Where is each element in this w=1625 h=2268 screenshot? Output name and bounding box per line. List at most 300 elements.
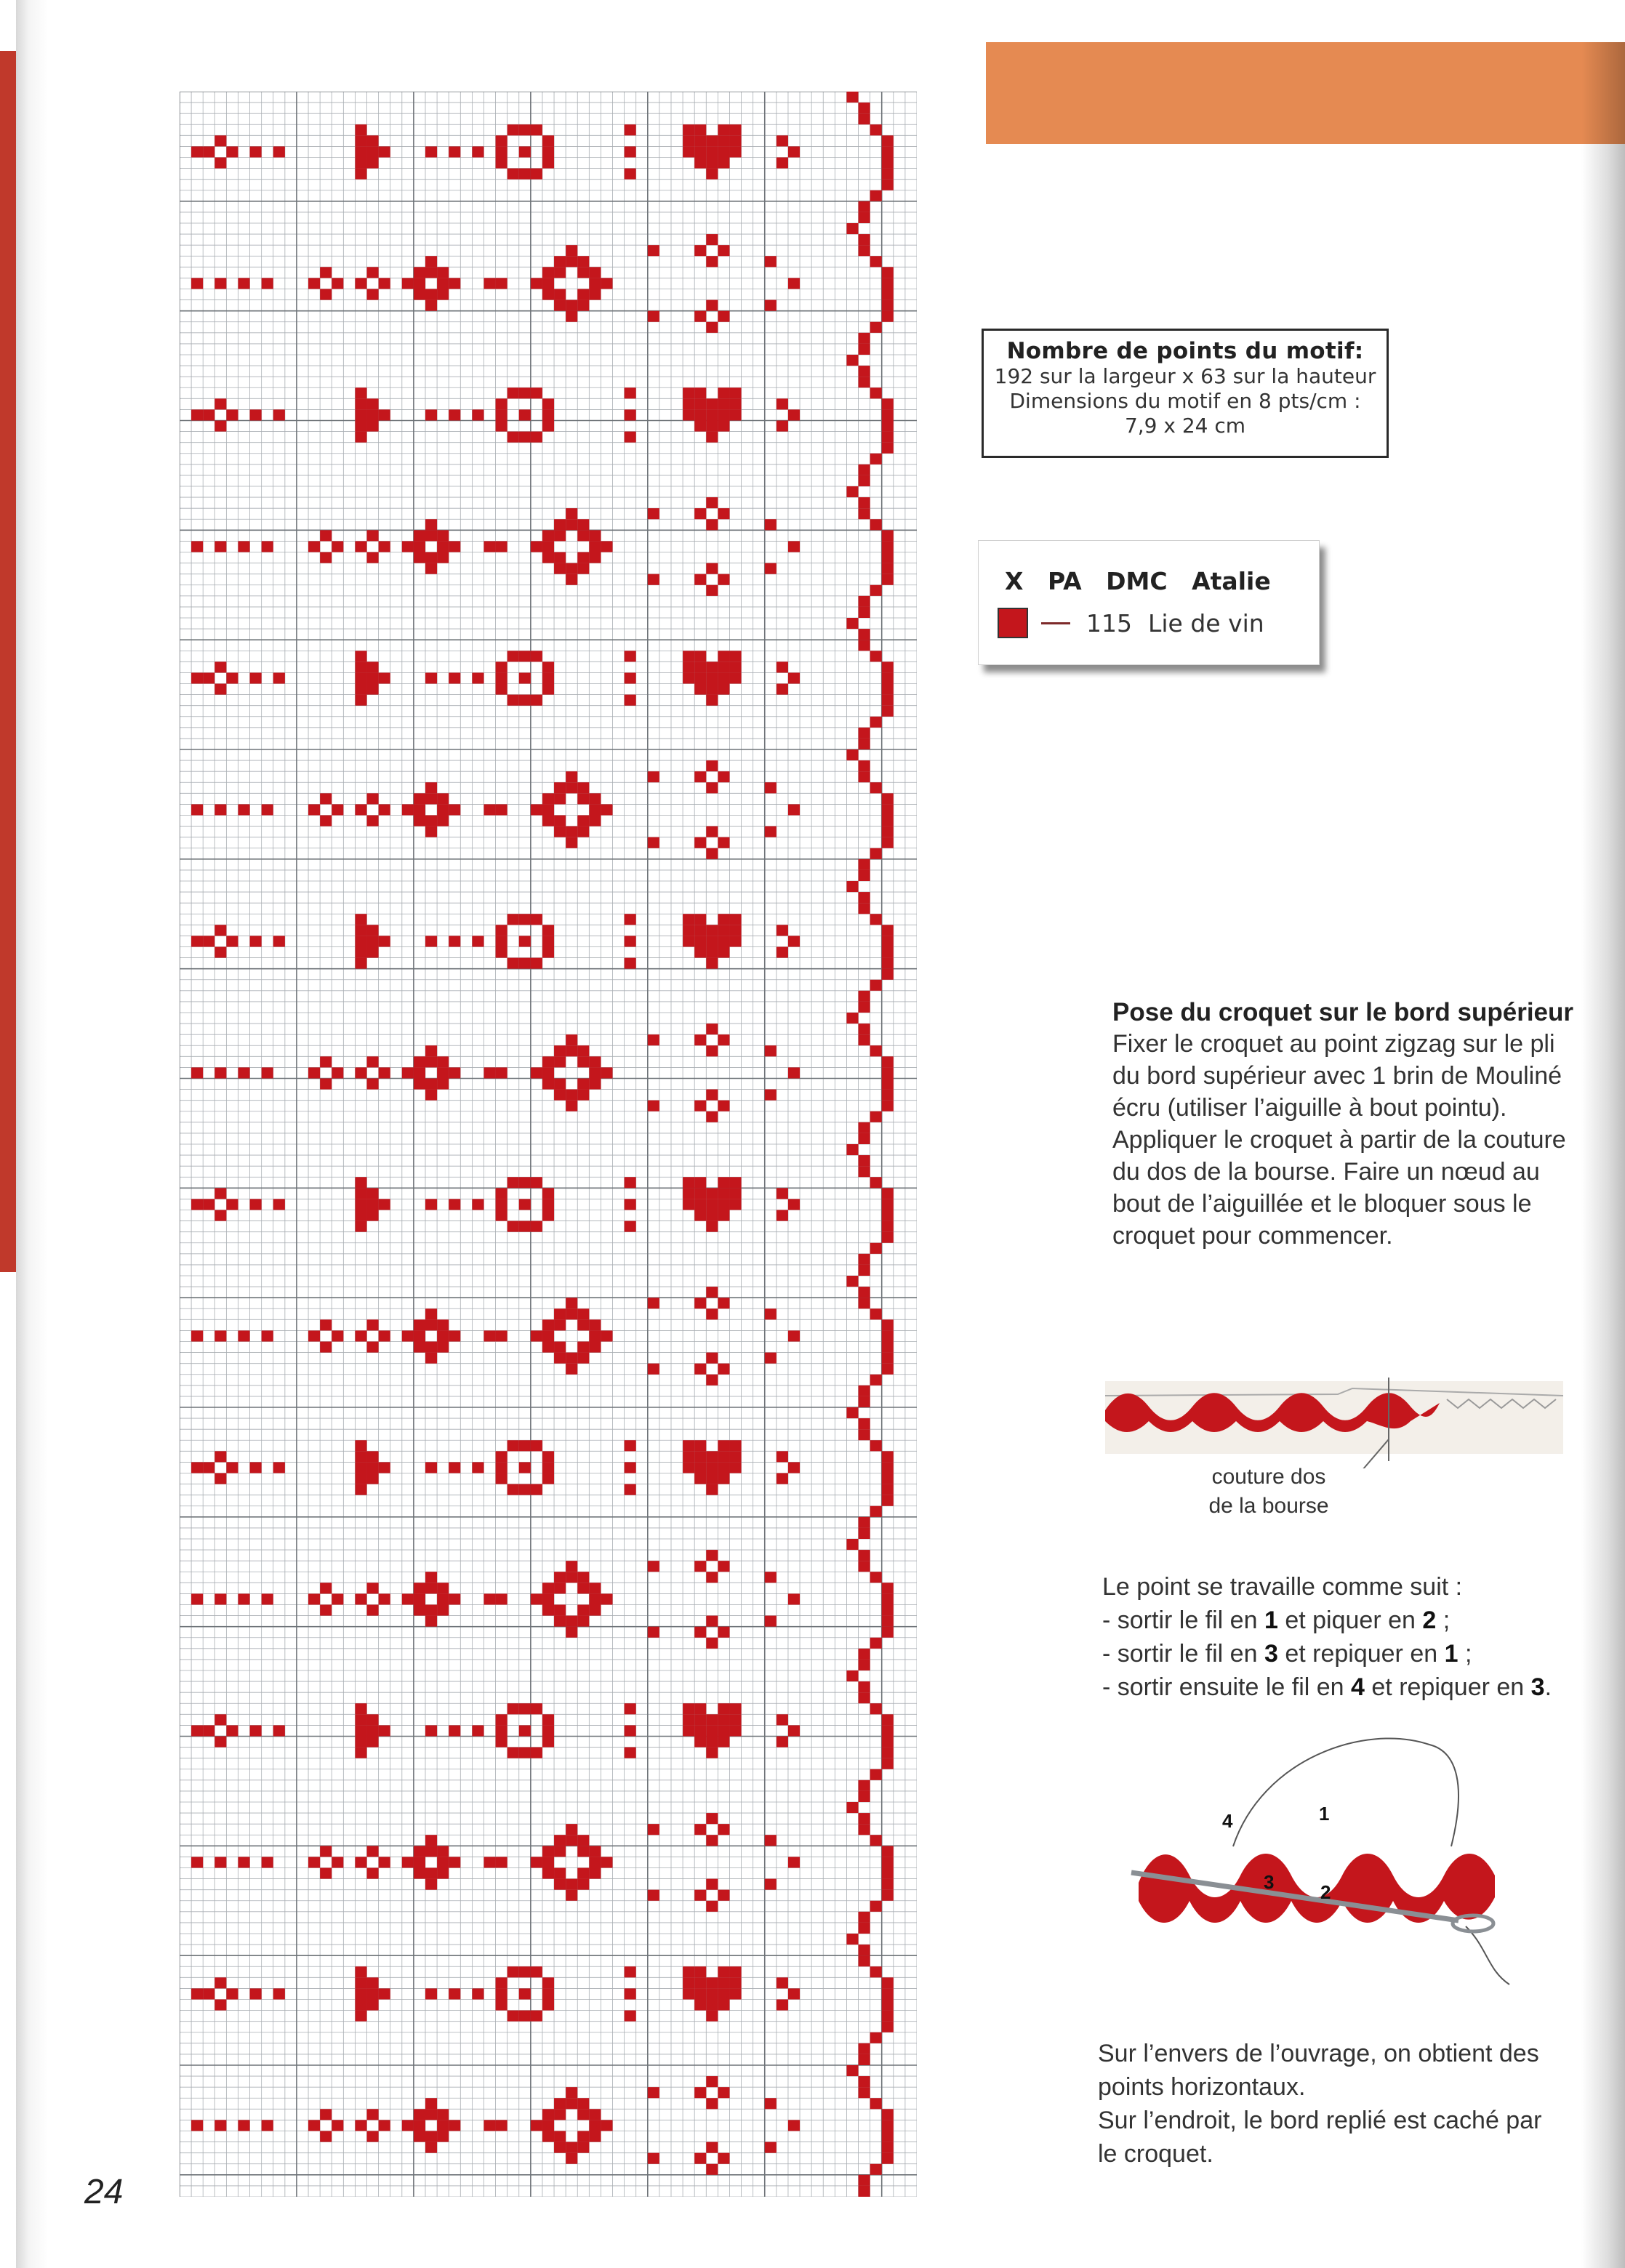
- small-flower-stitch: [355, 2120, 366, 2131]
- ring-flower-stitch: [519, 1177, 531, 1188]
- scallop-border-stitch: [882, 2022, 894, 2032]
- ring-flower-stitch: [531, 1221, 542, 1232]
- scallop-border-stitch: [882, 804, 894, 815]
- big-diamond-stitch: [589, 816, 601, 827]
- dot-stitch: [777, 925, 788, 936]
- arrow-motif-stitch: [367, 1725, 379, 1736]
- heart-motif-stitch: [729, 1451, 741, 1462]
- big-diamond-stitch: [589, 541, 601, 552]
- diamond-motif-stitch: [414, 552, 425, 563]
- diamond-motif-stitch: [425, 1846, 437, 1857]
- big-diamond-stitch: [589, 278, 601, 289]
- heart-motif-stitch: [683, 651, 694, 662]
- scallop-border-stitch: [882, 1593, 894, 1604]
- dot-stitch: [250, 409, 262, 420]
- diamond-motif-stitch: [414, 541, 425, 552]
- heart-motif-stitch: [683, 1988, 694, 1999]
- step-text: - sortir ensuite le fil en: [1102, 1673, 1352, 1701]
- heart-motif-stitch: [706, 1462, 718, 1473]
- heart-motif-stitch: [694, 936, 706, 946]
- small-flower-stitch: [718, 1890, 729, 1901]
- scallop-border-stitch: [859, 333, 870, 344]
- scallop-border-stitch: [882, 695, 894, 706]
- dot-stitch: [191, 1462, 203, 1473]
- dot-stitch: [765, 782, 777, 793]
- heart-motif-stitch: [729, 1703, 741, 1714]
- heart-motif-stitch: [694, 1473, 706, 1484]
- scallop-border-stitch: [882, 662, 894, 672]
- dot-stitch: [625, 1484, 636, 1495]
- dot-stitch: [472, 936, 484, 946]
- small-flower-stitch: [694, 574, 706, 585]
- dot-stitch: [273, 1462, 285, 1473]
- heart-motif-stitch: [706, 1988, 718, 1999]
- heart-motif-stitch: [694, 672, 706, 683]
- small-flower-stitch: [706, 2164, 718, 2175]
- chart-grid: [180, 92, 917, 2197]
- stitch-count-line: 192 sur la largeur x 63 sur la hauteur: [994, 364, 1376, 388]
- scallop-border-stitch: [882, 1879, 894, 1890]
- ring-flower-stitch: [496, 1210, 507, 1221]
- dot-stitch: [496, 278, 507, 289]
- arrow-motif-stitch: [367, 1462, 379, 1473]
- scallop-border-stitch: [882, 1627, 894, 1638]
- ring-flower-stitch: [496, 672, 507, 683]
- dot-stitch: [191, 1330, 203, 1341]
- diamond-motif-stitch: [437, 1056, 449, 1067]
- heart-motif-stitch: [706, 409, 718, 420]
- diamond-motif-stitch: [425, 1045, 437, 1056]
- ring-flower-stitch: [519, 914, 531, 925]
- arrow-motif-stitch: [355, 925, 366, 936]
- dot-stitch: [425, 1462, 437, 1473]
- ring-flower-stitch: [519, 1462, 531, 1473]
- scallop-border-stitch: [859, 1561, 870, 1572]
- dot-stitch: [648, 311, 659, 322]
- heart-motif-stitch: [729, 1714, 741, 1725]
- dot-stitch: [238, 1857, 249, 1867]
- scallop-border-stitch: [859, 2043, 870, 2054]
- dot-stitch: [191, 804, 203, 815]
- heart-motif-stitch: [694, 914, 706, 925]
- small-flower-stitch: [706, 1879, 718, 1890]
- ring-flower-stitch: [496, 1462, 507, 1473]
- diamond-motif-stitch: [414, 1319, 425, 1330]
- big-diamond-stitch: [566, 1627, 577, 1638]
- arrow-motif-stitch: [355, 2000, 366, 2011]
- step-item: [1102, 1670, 1582, 1704]
- scallop-border-stitch: [870, 2032, 882, 2043]
- ring-flower-stitch: [519, 672, 531, 683]
- dot-stitch: [191, 672, 203, 683]
- arrow-motif-stitch: [367, 672, 379, 683]
- ring-flower-stitch: [496, 1199, 507, 1210]
- big-diamond-stitch: [566, 1890, 577, 1901]
- heart-motif-stitch: [718, 1199, 729, 1210]
- scallop-border-stitch: [859, 1681, 870, 1692]
- diamond-motif-stitch: [437, 1593, 449, 1604]
- diamond-motif-stitch: [437, 2131, 449, 2142]
- heart-motif-stitch: [694, 1199, 706, 1210]
- heart-motif-stitch: [706, 432, 718, 443]
- diamond-motif-stitch: [437, 1583, 449, 1593]
- big-diamond-stitch: [577, 1090, 589, 1101]
- diamond-motif-stitch: [437, 816, 449, 827]
- dot-stitch: [788, 2120, 800, 2131]
- small-flower-stitch: [706, 1835, 718, 1846]
- ring-flower-stitch: [507, 2011, 519, 2022]
- small-flower-stitch: [694, 1364, 706, 1375]
- diamond-motif-stitch: [437, 1857, 449, 1867]
- big-diamond-stitch: [531, 2120, 542, 2131]
- heart-motif-stitch: [718, 914, 729, 925]
- heart-motif-stitch: [729, 1977, 741, 1988]
- heart-motif-stitch: [683, 1966, 694, 1977]
- point-label-4: 4: [1222, 1810, 1233, 1832]
- arrow-motif-stitch: [379, 1199, 390, 1210]
- big-diamond-stitch: [589, 552, 601, 563]
- page-edge-shadow: [1581, 44, 1625, 2268]
- dot-stitch: [765, 1835, 777, 1846]
- arrow-motif-stitch: [355, 695, 366, 706]
- big-diamond-stitch: [542, 278, 554, 289]
- dot-stitch: [648, 771, 659, 782]
- dot-stitch: [425, 1988, 437, 1999]
- big-diamond-stitch: [577, 1868, 589, 1879]
- dot-stitch: [648, 1561, 659, 1572]
- arrow-motif-stitch: [355, 135, 366, 146]
- heart-motif-stitch: [694, 1714, 706, 1725]
- thread-tail: [1466, 1926, 1509, 1984]
- dot-stitch: [472, 1462, 484, 1473]
- heart-motif-stitch: [683, 135, 694, 146]
- small-flower-stitch: [718, 1561, 729, 1572]
- ring-flower-stitch: [542, 936, 554, 946]
- dot-stitch: [191, 1067, 203, 1078]
- big-diamond-stitch: [531, 804, 542, 815]
- big-diamond-stitch: [589, 1857, 601, 1867]
- heart-motif-stitch: [718, 947, 729, 958]
- dot-stitch: [472, 409, 484, 420]
- heart-motif-stitch: [718, 1977, 729, 1988]
- scallop-border-stitch: [870, 1572, 882, 1583]
- dot-stitch: [625, 1462, 636, 1473]
- ring-flower-stitch: [507, 124, 519, 135]
- heart-motif-stitch: [718, 124, 729, 135]
- small-flower-stitch: [320, 552, 332, 563]
- big-diamond-stitch: [577, 793, 589, 804]
- big-diamond-stitch: [542, 1857, 554, 1867]
- ring-flower-stitch: [496, 947, 507, 958]
- heart-motif-stitch: [729, 672, 741, 683]
- heart-motif-stitch: [718, 1703, 729, 1714]
- big-diamond-stitch: [577, 782, 589, 793]
- dot-stitch: [625, 124, 636, 135]
- big-diamond-stitch: [542, 1583, 554, 1593]
- dot-stitch: [262, 804, 273, 815]
- ring-flower-stitch: [542, 1473, 554, 1484]
- big-diamond-stitch: [554, 1056, 566, 1067]
- arrow-motif-stitch: [355, 158, 366, 169]
- small-flower-stitch: [226, 1462, 238, 1473]
- small-flower-stitch: [718, 1627, 729, 1638]
- small-flower-stitch: [214, 2000, 226, 2011]
- dot-stitch: [777, 2000, 788, 2011]
- big-diamond-stitch: [566, 837, 577, 848]
- diamond-motif-stitch: [437, 2120, 449, 2131]
- small-flower-stitch: [308, 1857, 320, 1867]
- scallop-border-stitch: [882, 1583, 894, 1593]
- big-diamond-stitch: [542, 289, 554, 300]
- small-flower-stitch: [706, 2076, 718, 2087]
- ring-flower-stitch: [531, 1966, 542, 1977]
- ring-flower-stitch: [542, 684, 554, 695]
- scallop-border-stitch: [859, 1024, 870, 1034]
- arrow-motif-stitch: [355, 936, 366, 946]
- arrow-motif-stitch: [367, 1977, 379, 1988]
- scallop-border-stitch: [859, 1528, 870, 1539]
- diamond-motif-stitch: [425, 256, 437, 267]
- scallop-border-stitch: [882, 1079, 894, 1090]
- scallop-border-stitch: [859, 640, 870, 651]
- small-flower-stitch: [367, 1605, 379, 1616]
- small-flower-stitch: [308, 2120, 320, 2131]
- ring-flower-stitch: [542, 1977, 554, 1988]
- big-diamond-stitch: [531, 1067, 542, 1078]
- diamond-motif-stitch: [425, 2131, 437, 2142]
- dot-stitch: [788, 409, 800, 420]
- heart-motif-stitch: [718, 936, 729, 946]
- heart-motif-stitch: [683, 1725, 694, 1736]
- big-diamond-stitch: [554, 2131, 566, 2142]
- dot-stitch: [625, 672, 636, 683]
- heart-motif-stitch: [694, 684, 706, 695]
- dot-stitch: [425, 1199, 437, 1210]
- heart-motif-stitch: [683, 409, 694, 420]
- scallop-border-stitch: [882, 1056, 894, 1067]
- diamond-motif-stitch: [437, 793, 449, 804]
- scallop-border-stitch: [859, 892, 870, 903]
- scallop-border-stitch: [859, 760, 870, 771]
- stitch-count-line: Dimensions du motif en 8 pts/cm :: [1009, 389, 1361, 413]
- diamond-motif-stitch: [425, 300, 437, 311]
- dot-stitch: [238, 1067, 249, 1078]
- scallop-border-stitch: [859, 1813, 870, 1824]
- scallop-border-stitch: [882, 1188, 894, 1199]
- dot-stitch: [788, 1199, 800, 1210]
- scallop-border-stitch: [882, 1737, 894, 1748]
- big-diamond-stitch: [577, 1045, 589, 1056]
- ring-flower-stitch: [507, 387, 519, 398]
- big-diamond-stitch: [566, 1824, 577, 1835]
- small-flower-stitch: [214, 135, 226, 146]
- dot-stitch: [625, 409, 636, 420]
- ring-flower-stitch: [542, 1199, 554, 1210]
- scallop-border-stitch: [882, 1605, 894, 1616]
- big-diamond-stitch: [542, 793, 554, 804]
- dot-stitch: [484, 804, 495, 815]
- scallop-border-stitch: [859, 1923, 870, 1934]
- small-flower-stitch: [379, 1330, 390, 1341]
- small-flower-stitch: [308, 1330, 320, 1341]
- heart-motif-stitch: [729, 387, 741, 398]
- small-flower-stitch: [355, 1330, 366, 1341]
- scallop-border-stitch: [882, 1232, 894, 1243]
- ring-flower-stitch: [519, 2011, 531, 2022]
- small-flower-stitch: [308, 541, 320, 552]
- small-flower-stitch: [226, 409, 238, 420]
- scallop-border-stitch: [882, 2153, 894, 2164]
- dot-stitch: [238, 2120, 249, 2131]
- scallop-border-stitch: [882, 1210, 894, 1221]
- legend-col-pa: PA: [1047, 567, 1082, 595]
- small-flower-stitch: [718, 837, 729, 848]
- big-diamond-stitch: [542, 2109, 554, 2120]
- dot-stitch: [625, 1988, 636, 1999]
- ring-flower-stitch: [507, 432, 519, 443]
- small-flower-stitch: [718, 1101, 729, 1111]
- big-diamond-stitch: [554, 1079, 566, 1090]
- scallop-border-stitch: [846, 1934, 858, 1945]
- scallop-border-stitch: [859, 596, 870, 607]
- small-flower-stitch: [367, 289, 379, 300]
- scallop-border-stitch: [882, 1221, 894, 1232]
- scallop-border-stitch: [882, 1748, 894, 1758]
- scallop-border-stitch: [882, 2109, 894, 2120]
- dot-stitch: [777, 1188, 788, 1199]
- arrow-motif-stitch: [355, 651, 366, 662]
- small-flower-stitch: [367, 267, 379, 278]
- header-band-shade: [1581, 42, 1625, 144]
- heart-motif-stitch: [706, 2011, 718, 2022]
- dot-stitch: [648, 574, 659, 585]
- ring-flower-stitch: [496, 146, 507, 157]
- dot-stitch: [625, 914, 636, 925]
- big-diamond-stitch: [566, 563, 577, 574]
- dot-stitch: [788, 1593, 800, 1604]
- dot-stitch: [625, 1703, 636, 1714]
- small-flower-stitch: [226, 1988, 238, 1999]
- dmc-number: 115: [1086, 608, 1132, 638]
- big-diamond-stitch: [589, 1846, 601, 1857]
- heart-motif-stitch: [706, 684, 718, 695]
- heart-motif-stitch: [694, 421, 706, 432]
- dot-stitch: [648, 1364, 659, 1375]
- book-gutter: [16, 0, 48, 2268]
- page-number: 24: [84, 2173, 124, 2211]
- small-flower-stitch: [214, 1714, 226, 1725]
- scallop-border-stitch: [870, 1308, 882, 1319]
- diamond-motif-stitch: [402, 1593, 414, 1604]
- heart-motif-stitch: [718, 1177, 729, 1188]
- small-flower-stitch: [214, 1473, 226, 1484]
- small-flower-stitch: [320, 1846, 332, 1857]
- big-diamond-stitch: [577, 1572, 589, 1583]
- diamond-motif-stitch: [414, 1857, 425, 1867]
- scallop-border-stitch: [882, 158, 894, 169]
- diamond-motif-stitch: [402, 1067, 414, 1078]
- big-diamond-stitch: [566, 245, 577, 256]
- diamond-motif-stitch: [437, 1079, 449, 1090]
- dot-stitch: [484, 278, 495, 289]
- small-flower-stitch: [203, 146, 214, 157]
- big-diamond-stitch: [589, 1079, 601, 1090]
- color-name: Lie de vin: [1148, 608, 1264, 638]
- arrow-motif-stitch: [367, 135, 379, 146]
- big-diamond-stitch: [542, 552, 554, 563]
- scallop-border-stitch: [882, 816, 894, 827]
- dot-stitch: [788, 146, 800, 157]
- small-flower-stitch: [706, 585, 718, 596]
- dot-stitch: [191, 1857, 203, 1867]
- small-flower-stitch: [706, 1901, 718, 1912]
- heart-motif-stitch: [718, 651, 729, 662]
- scallop-border-stitch: [846, 1144, 858, 1155]
- small-flower-stitch: [718, 1364, 729, 1375]
- big-diamond-stitch: [566, 2142, 577, 2153]
- scallop-border-stitch: [859, 1254, 870, 1265]
- dot-stitch: [449, 409, 460, 420]
- scallop-border-stitch: [859, 1791, 870, 1802]
- seam-caption-line: de la bourse: [1208, 1494, 1329, 1518]
- big-diamond-stitch: [542, 530, 554, 541]
- diamond-motif-stitch: [425, 530, 437, 541]
- diamond-motif-stitch: [425, 1342, 437, 1353]
- small-flower-stitch: [367, 816, 379, 827]
- ring-flower-stitch: [496, 1988, 507, 1999]
- small-flower-stitch: [718, 1298, 729, 1308]
- diamond-motif-stitch: [414, 530, 425, 541]
- heart-motif-stitch: [694, 1966, 706, 1977]
- scallop-border-stitch: [859, 366, 870, 377]
- scallop-border-stitch: [882, 563, 894, 574]
- dot-stitch: [250, 146, 262, 157]
- dot-stitch: [472, 146, 484, 157]
- big-diamond-stitch: [577, 1319, 589, 1330]
- small-flower-stitch: [694, 2087, 706, 2098]
- heart-motif-stitch: [729, 146, 741, 157]
- arrow-motif-stitch: [379, 1988, 390, 1999]
- big-diamond-stitch: [531, 541, 542, 552]
- diamond-motif-stitch: [425, 1868, 437, 1879]
- step-text: ;: [1436, 1606, 1451, 1634]
- scallop-border-stitch: [882, 1067, 894, 1078]
- scallop-border-stitch: [859, 771, 870, 782]
- big-diamond-stitch: [589, 530, 601, 541]
- big-diamond-stitch: [601, 1330, 612, 1341]
- scallop-border-stitch: [870, 585, 882, 596]
- big-diamond-stitch: [589, 1330, 601, 1341]
- small-flower-stitch: [332, 804, 343, 815]
- small-flower-stitch: [694, 245, 706, 256]
- diamond-motif-stitch: [425, 2109, 437, 2120]
- dot-stitch: [788, 1988, 800, 1999]
- dot-stitch: [777, 421, 788, 432]
- big-diamond-stitch: [554, 1319, 566, 1330]
- scallop-border-stitch: [882, 947, 894, 958]
- scallop-border-stitch: [882, 925, 894, 936]
- dot-stitch: [625, 387, 636, 398]
- scallop-border-stitch: [882, 1495, 894, 1506]
- dot-stitch: [777, 135, 788, 146]
- small-flower-stitch: [226, 1725, 238, 1736]
- cross-stitch-chart: [180, 92, 917, 2197]
- dot-stitch: [765, 563, 777, 574]
- small-flower-stitch: [332, 1857, 343, 1867]
- scallop-border-stitch: [882, 827, 894, 837]
- small-flower-stitch: [379, 278, 390, 289]
- big-diamond-stitch: [531, 1593, 542, 1604]
